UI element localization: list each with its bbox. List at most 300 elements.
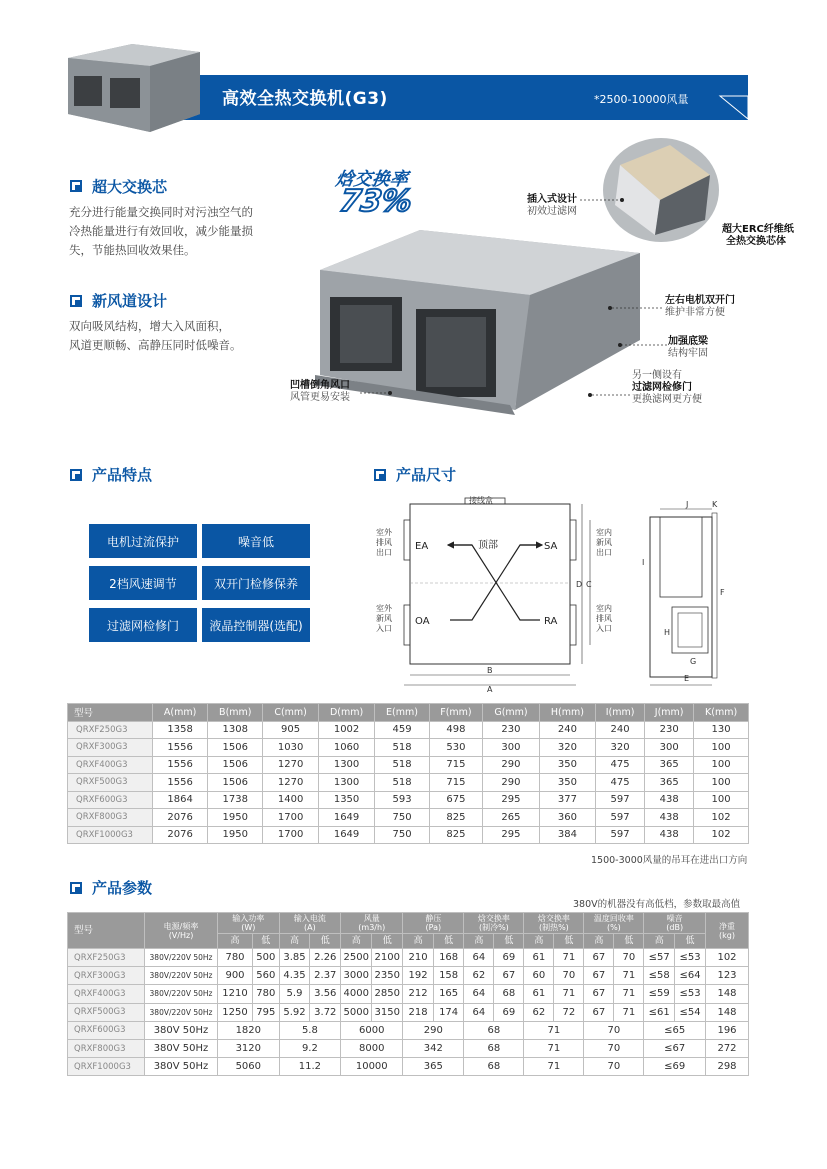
table-cell: 825: [429, 826, 482, 844]
table-cell: 67: [584, 967, 614, 985]
table-cell: 218: [403, 1003, 434, 1021]
table-cell: 72: [554, 1003, 584, 1021]
table-cell: 295: [483, 791, 540, 809]
table-cell: 130: [694, 721, 749, 739]
table-cell: 71: [614, 985, 644, 1003]
table-cell: 102: [706, 949, 749, 967]
table-cell: 62: [524, 1003, 554, 1021]
table-cell: 342: [403, 1039, 464, 1057]
param-col-header: [341, 913, 403, 934]
table-cell: 1300: [318, 756, 375, 774]
rt-1: 新风: [596, 538, 612, 547]
table-cell: 68: [464, 1021, 524, 1039]
table-cell: 174: [433, 1003, 464, 1021]
table-cell: 560: [253, 967, 280, 985]
table-cell: 158: [433, 967, 464, 985]
table-cell: 240: [596, 721, 645, 739]
feature-tag: 双开门检修保养: [202, 566, 310, 600]
dim-a: A: [487, 685, 493, 694]
label-ea: EA: [415, 541, 429, 552]
section-core-text: [69, 203, 253, 260]
table-cell: 100: [694, 774, 749, 792]
param-table: [67, 912, 749, 1076]
table-cell: 715: [429, 756, 482, 774]
param-col-header: [145, 913, 218, 949]
table-cell: 1506: [208, 774, 263, 792]
table-cell: 100: [694, 739, 749, 757]
table-cell: 290: [483, 774, 540, 792]
table-cell: 2.37: [310, 967, 341, 985]
table-cell: 68: [464, 1058, 524, 1076]
table-cell: 67: [584, 949, 614, 967]
table-row: [68, 739, 749, 757]
param-col-header: [68, 913, 145, 949]
table-cell: ≤65: [644, 1021, 706, 1039]
table-cell: 67: [584, 1003, 614, 1021]
model-cell: QRXF600G3: [68, 791, 153, 809]
param-col-header: [403, 913, 464, 934]
callout-beam-normal: 结构牢固: [668, 348, 708, 359]
table-cell: 148: [706, 1003, 749, 1021]
table-cell: 2100: [372, 949, 403, 967]
table-cell: 905: [263, 721, 318, 739]
table-cell: 71: [614, 1003, 644, 1021]
callout-beam-bold: 加强底梁: [668, 336, 708, 347]
table-cell: 5.8: [279, 1021, 341, 1039]
section-features-title: 产品特点: [92, 466, 153, 484]
table-cell: 675: [429, 791, 482, 809]
table-cell: 475: [596, 756, 645, 774]
model-cell: QRXF1000G3: [68, 1058, 145, 1076]
lt-1: 排风: [376, 538, 392, 547]
section-params-icon: [70, 882, 82, 894]
dim-col-header: A(mm): [153, 704, 208, 722]
table-cell: 210: [403, 949, 434, 967]
table-cell: 2500: [341, 949, 372, 967]
table-cell: 71: [524, 1039, 584, 1057]
table-cell: 380V/220V 50Hz: [145, 985, 218, 1003]
table-cell: 272: [706, 1039, 749, 1057]
header-unit: (W): [241, 923, 256, 932]
table-cell: 62: [464, 967, 494, 985]
param-col-header: [644, 913, 706, 934]
table-row: [68, 791, 749, 809]
table-cell: 380V 50Hz: [145, 1039, 218, 1057]
header-line: 焓交换率: [537, 914, 570, 923]
callout-doors-normal: 维护非常方便: [665, 307, 725, 318]
page-title: 高效全热交换机(G3): [222, 89, 388, 109]
table-row: [68, 1039, 749, 1057]
duct-text-line: 风道更顺畅、高静压同时低噪音。: [69, 338, 242, 352]
feature-tag: 过滤网检修门: [89, 608, 197, 642]
table-cell: 1250: [218, 1003, 253, 1021]
dim-col-header: C(mm): [263, 704, 318, 722]
header-unit: (制热%): [538, 923, 569, 932]
table-row: [68, 1058, 749, 1076]
feature-tag: 液晶控制器(选配): [202, 608, 310, 642]
table-cell: 10000: [341, 1058, 403, 1076]
table-cell: 70: [584, 1039, 644, 1057]
table-cell: 290: [483, 756, 540, 774]
rb-1: 排风: [596, 614, 612, 623]
label-sa: SA: [544, 541, 558, 552]
table-row: [68, 967, 749, 985]
table-cell: 350: [539, 774, 595, 792]
table-cell: 68: [464, 1039, 524, 1057]
lb-1: 新风: [376, 614, 392, 623]
table-cell: 100: [694, 756, 749, 774]
dim-col-header: G(mm): [483, 704, 540, 722]
table-cell: 530: [429, 739, 482, 757]
table-cell: 475: [596, 774, 645, 792]
table-cell: 70: [584, 1021, 644, 1039]
table-row: [68, 774, 749, 792]
rb-0: 室内: [596, 604, 612, 613]
table-cell: 3000: [341, 967, 372, 985]
section-duct-title: 新风道设计: [92, 292, 168, 310]
table-cell: 825: [429, 809, 482, 827]
table-cell: 192: [403, 967, 434, 985]
table-cell: 68: [494, 985, 524, 1003]
table-cell: ≤59: [644, 985, 675, 1003]
model-cell: QRXF400G3: [68, 985, 145, 1003]
dim-col-header: D(mm): [318, 704, 375, 722]
model-cell: QRXF600G3: [68, 1021, 145, 1039]
table-cell: 2850: [372, 985, 403, 1003]
duct-text-line: 双向吸风结构，增大入风面积，: [69, 319, 230, 333]
rt-0: 室内: [596, 528, 612, 537]
table-row: [68, 756, 749, 774]
dimension-table: [67, 703, 749, 844]
table-row: [68, 1003, 749, 1021]
dim-col-header: F(mm): [429, 704, 482, 722]
callout-erc-line1: 超大ERC纤维纸: [722, 224, 794, 235]
model-cell: QRXF250G3: [68, 949, 145, 967]
table-row: [68, 949, 749, 967]
header-line: 输入电流: [293, 914, 326, 923]
table-cell: 123: [706, 967, 749, 985]
table-cell: 64: [464, 949, 494, 967]
dim-k: K: [712, 500, 718, 509]
table-cell: 1649: [318, 809, 375, 827]
dim-col-header: I(mm): [596, 704, 645, 722]
feature-tag: 2档风速调节: [89, 566, 197, 600]
table-cell: 1820: [218, 1021, 280, 1039]
table-cell: 71: [554, 985, 584, 1003]
section-dims-icon: [374, 469, 386, 481]
param-col-header: [584, 913, 644, 934]
table-row: [68, 985, 749, 1003]
param-col-header: [706, 913, 749, 949]
table-cell: 5060: [218, 1058, 280, 1076]
callout-insert-normal: 初效过滤网: [527, 206, 577, 217]
table-cell: 230: [645, 721, 694, 739]
table-cell: 1864: [153, 791, 208, 809]
table-cell: 8000: [341, 1039, 403, 1057]
section-core-title: 超大交换芯: [92, 178, 168, 196]
callout-lines: [290, 190, 730, 410]
table-cell: 459: [375, 721, 429, 739]
table-cell: 5.9: [279, 985, 310, 1003]
table-cell: 102: [694, 809, 749, 827]
table-cell: 165: [433, 985, 464, 1003]
header-line: 输入功率: [232, 914, 265, 923]
param-col-header: [524, 913, 584, 934]
param-subheader: 高: [218, 934, 253, 949]
param-col-header: [464, 913, 524, 934]
feature-tag: 电机过流保护: [89, 524, 197, 558]
table-cell: ≤67: [644, 1039, 706, 1057]
table-cell: 265: [483, 809, 540, 827]
table-cell: 438: [645, 791, 694, 809]
table-cell: ≤61: [644, 1003, 675, 1021]
table-cell: 71: [524, 1021, 584, 1039]
table-cell: 11.2: [279, 1058, 341, 1076]
table-cell: 212: [403, 985, 434, 1003]
table-cell: 1506: [208, 756, 263, 774]
table-cell: 60: [524, 967, 554, 985]
param-subheader: 高: [403, 934, 434, 949]
table-cell: 597: [596, 791, 645, 809]
table-cell: 380V/220V 50Hz: [145, 967, 218, 985]
table-row: [68, 1021, 749, 1039]
table-cell: 64: [464, 1003, 494, 1021]
header-line: 电源/频率: [163, 921, 199, 931]
table-cell: 900: [218, 967, 253, 985]
header-unit: (V/Hz): [168, 930, 194, 940]
param-subheader: 低: [554, 934, 584, 949]
table-cell: 2076: [153, 826, 208, 844]
dim-col-header: B(mm): [208, 704, 263, 722]
table-cell: 380V 50Hz: [145, 1058, 218, 1076]
table-cell: 1358: [153, 721, 208, 739]
dim-f: F: [720, 588, 725, 597]
model-cell: QRXF250G3: [68, 721, 153, 739]
param-table-note: 380V的机器没有高低档，参数取最高值: [573, 899, 741, 910]
dim-col-header: 型号: [68, 704, 153, 722]
core-text-line: 失，节能热回收效果佳。: [69, 243, 196, 257]
dim-e: E: [684, 674, 690, 683]
table-cell: 1556: [153, 774, 208, 792]
table-cell: 5.92: [279, 1003, 310, 1021]
table-cell: 384: [539, 826, 595, 844]
enthalpy-badge-value: 73%: [337, 184, 415, 219]
param-subheader: 低: [494, 934, 524, 949]
table-cell: ≤53: [675, 949, 706, 967]
callout-erc: [722, 224, 794, 248]
table-cell: 6000: [341, 1021, 403, 1039]
header-unit: (Pa): [425, 923, 442, 932]
table-cell: 295: [483, 826, 540, 844]
table-cell: ≤54: [675, 1003, 706, 1021]
label-oa: OA: [415, 616, 430, 627]
section-duct-icon: [70, 295, 82, 307]
table-cell: 71: [524, 1058, 584, 1076]
table-cell: 71: [614, 967, 644, 985]
header-unit: (制冷%): [478, 923, 509, 932]
table-cell: 9.2: [279, 1039, 341, 1057]
table-cell: 518: [375, 739, 429, 757]
table-cell: 750: [375, 826, 429, 844]
table-cell: 1030: [263, 739, 318, 757]
table-cell: 4000: [341, 985, 372, 1003]
lb-0: 室外: [376, 604, 392, 613]
table-cell: 518: [375, 756, 429, 774]
table-cell: 438: [645, 826, 694, 844]
table-cell: 438: [645, 809, 694, 827]
callout-insert-bold: 插入式设计: [527, 194, 577, 205]
section-dims-title: 产品尺寸: [396, 466, 457, 484]
table-cell: 67: [494, 967, 524, 985]
param-col-header: [218, 913, 280, 934]
table-cell: 1400: [263, 791, 318, 809]
dim-i: I: [642, 558, 645, 567]
table-cell: 365: [645, 756, 694, 774]
table-cell: 3120: [218, 1039, 280, 1057]
table-cell: 1060: [318, 739, 375, 757]
dim-g: G: [690, 657, 697, 666]
table-cell: 795: [253, 1003, 280, 1021]
param-subheader: 高: [584, 934, 614, 949]
table-cell: 750: [375, 809, 429, 827]
dim-col-header: E(mm): [375, 704, 429, 722]
dim-col-header: K(mm): [694, 704, 749, 722]
table-cell: 377: [539, 791, 595, 809]
lt-2: 出口: [376, 548, 392, 557]
table-cell: 1506: [208, 739, 263, 757]
header-unit: (dB): [666, 923, 684, 932]
table-cell: 1700: [263, 809, 318, 827]
dim-h: H: [664, 628, 671, 637]
header-line: 净重: [719, 921, 735, 931]
table-cell: 1002: [318, 721, 375, 739]
table-cell: 102: [694, 826, 749, 844]
table-cell: 360: [539, 809, 595, 827]
table-cell: 230: [483, 721, 540, 739]
table-cell: 4.35: [279, 967, 310, 985]
callout-filter-bold: 过滤网检修门: [632, 382, 692, 393]
product-thumbnail-image: [68, 44, 200, 136]
table-cell: 365: [403, 1058, 464, 1076]
table-cell: 240: [539, 721, 595, 739]
param-subheader: 低: [253, 934, 280, 949]
table-cell: 3150: [372, 1003, 403, 1021]
table-cell: 290: [403, 1021, 464, 1039]
table-cell: 69: [494, 1003, 524, 1021]
callout-port-bold: 凹槽倒角风口: [290, 380, 350, 391]
table-cell: 69: [494, 949, 524, 967]
core-text-line: 充分进行能量交换同时对污浊空气的: [69, 205, 253, 219]
param-subheader: 低: [433, 934, 464, 949]
param-subheader: 高: [464, 934, 494, 949]
model-cell: QRXF400G3: [68, 756, 153, 774]
param-subheader: 低: [310, 934, 341, 949]
table-cell: 365: [645, 774, 694, 792]
callout-port-normal: 风管更易安装: [290, 392, 350, 403]
dim-col-header: H(mm): [539, 704, 595, 722]
table-cell: 298: [706, 1058, 749, 1076]
param-subheader: 低: [372, 934, 403, 949]
table-cell: 3.85: [279, 949, 310, 967]
table-cell: 67: [584, 985, 614, 1003]
label-ra: RA: [544, 616, 558, 627]
table-cell: 71: [554, 949, 584, 967]
table-cell: 70: [614, 949, 644, 967]
banner-corner-icon: [700, 75, 750, 120]
dim-d: D: [576, 580, 583, 589]
label-top: 顶部: [478, 540, 498, 551]
model-cell: QRXF1000G3: [68, 826, 153, 844]
table-cell: 320: [539, 739, 595, 757]
table-cell: 300: [483, 739, 540, 757]
table-cell: 1308: [208, 721, 263, 739]
table-cell: 3.56: [310, 985, 341, 1003]
header-line: 型号: [74, 925, 94, 936]
param-subheader: 高: [279, 934, 310, 949]
lb-2: 入口: [376, 624, 392, 633]
table-cell: 780: [218, 949, 253, 967]
table-row: [68, 809, 749, 827]
table-cell: 1270: [263, 774, 318, 792]
section-params-title: 产品参数: [92, 879, 153, 897]
table-cell: 597: [596, 809, 645, 827]
table-cell: 100: [694, 791, 749, 809]
table-row: [68, 721, 749, 739]
table-cell: 1210: [218, 985, 253, 1003]
model-cell: QRXF500G3: [68, 774, 153, 792]
header-line: 温度回收率: [593, 914, 634, 923]
rb-2: 入口: [596, 624, 612, 633]
table-cell: 168: [433, 949, 464, 967]
table-cell: 1270: [263, 756, 318, 774]
dim-table-header: [68, 704, 749, 722]
dimension-drawing: [360, 495, 760, 695]
param-subheader: 高: [644, 934, 675, 949]
table-cell: 780: [253, 985, 280, 1003]
table-cell: ≤53: [675, 985, 706, 1003]
table-cell: 597: [596, 826, 645, 844]
table-cell: 5000: [341, 1003, 372, 1021]
table-cell: 300: [645, 739, 694, 757]
table-cell: 70: [584, 1058, 644, 1076]
section-duct-text: [69, 317, 242, 355]
table-cell: ≤64: [675, 967, 706, 985]
param-col-header: [279, 913, 341, 934]
table-cell: 196: [706, 1021, 749, 1039]
header-line: 静压: [425, 914, 442, 923]
table-cell: 518: [375, 774, 429, 792]
table-cell: 2.26: [310, 949, 341, 967]
table-cell: 1300: [318, 774, 375, 792]
table-cell: 320: [596, 739, 645, 757]
table-cell: 1738: [208, 791, 263, 809]
table-cell: 1950: [208, 826, 263, 844]
model-cell: QRXF300G3: [68, 967, 145, 985]
table-cell: ≤58: [644, 967, 675, 985]
header-line: 风量: [363, 914, 380, 923]
dim-table-note: 1500-3000风量的吊耳在进出口方向: [591, 855, 748, 866]
header-unit: (%): [606, 923, 621, 932]
table-cell: 70: [554, 967, 584, 985]
callout-erc-line2: 全热交换芯体: [726, 236, 786, 247]
dim-b: B: [487, 666, 493, 675]
table-cell: 380V/220V 50Hz: [145, 949, 218, 967]
header-line: 噪音: [666, 914, 683, 923]
callout-filter-line1: 另一侧设有: [632, 370, 682, 381]
table-cell: 498: [429, 721, 482, 739]
table-cell: 1556: [153, 739, 208, 757]
feature-tag: 噪音低: [202, 524, 310, 558]
